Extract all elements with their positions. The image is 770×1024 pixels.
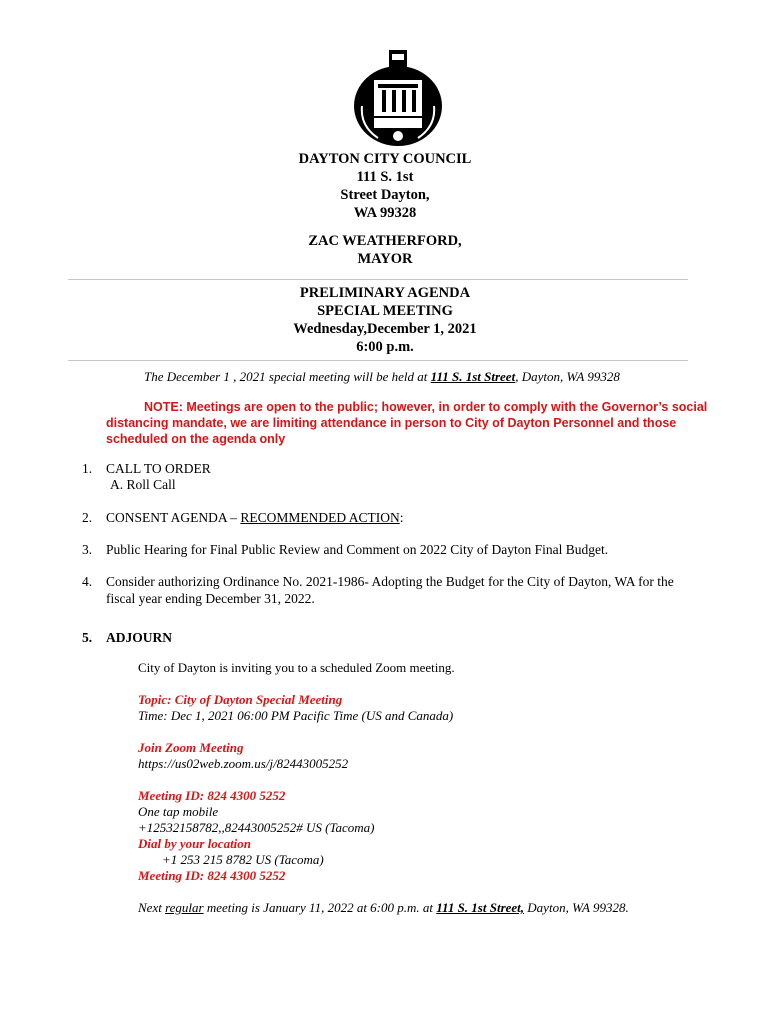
item-2-action: RECOMMENDED ACTION (240, 510, 400, 525)
zoom-join-url[interactable]: https://us02web.zoom.us/j/82443005252 (138, 756, 349, 771)
council-header (0, 150, 770, 222)
item-4-number: 4. (82, 574, 93, 589)
item-5-text: ADJOURN (106, 630, 172, 645)
zoom-topic: Topic: City of Dayton Special Meeting (138, 692, 343, 707)
item-2-suffix: : (399, 510, 404, 525)
address-line-2: Street Dayton, (340, 187, 430, 203)
zoom-invite: City of Dayton is inviting you to a scheduled Zoom meeting. (138, 660, 455, 675)
city-seal-logo (352, 46, 444, 148)
agenda-title-time: 6:00 p.m. (356, 339, 414, 355)
attendance-notice: NOTE: Meetings are open to the public; however, in order to comply with the Governor’s social distancing mandate, we are limiting attendance in person to City of Dayton Personnel and those scheduled on the agenda only (106, 400, 708, 446)
location-note-prefix: The December 1 , 2021 special meeting will be held at (144, 369, 431, 384)
zoom-meeting-id-repeat: Meeting ID: 824 4300 5252 (138, 868, 286, 883)
mayor-block (0, 232, 770, 268)
location-note-address: 111 S. 1st Street (430, 369, 516, 384)
location-note (144, 369, 620, 385)
agenda-title-date: Wednesday,December 1, 2021 (293, 321, 477, 337)
item-5-number: 5. (82, 630, 93, 645)
item-2-number: 2. (82, 510, 93, 525)
item-1-sub: A. Roll Call (110, 477, 176, 492)
next-meeting-middle: meeting is January 11, 2022 at 6:00 p.m. at (203, 900, 437, 915)
item-3-number: 3. (82, 542, 93, 557)
mayor-title: MAYOR (357, 251, 413, 267)
address-line-1: 111 S. 1st (356, 169, 414, 185)
item-3-text: Public Hearing for Final Public Review and Comment on 2022 City of Dayton Final Budget. (106, 542, 609, 557)
agenda-title-line-1: PRELIMINARY AGENDA (299, 285, 471, 301)
next-meeting-prefix: Next (138, 900, 166, 915)
location-note-suffix: , Dayton, WA 99328 (515, 369, 620, 384)
next-meeting (138, 900, 629, 916)
item-4-line-2: fiscal year ending December 31, 2022. (106, 591, 315, 606)
zoom-time: Time: Dec 1, 2021 06:00 PM Pacific Time (US and Canada) (138, 708, 454, 723)
agenda-title (0, 284, 770, 356)
agenda-title-line-2: SPECIAL MEETING (317, 303, 453, 319)
zoom-tap-number: +12532158782,,82443005252# US (Tacoma) (138, 820, 375, 835)
zoom-join-label: Join Zoom Meeting (138, 740, 244, 755)
zoom-one-tap-label: One tap mobile (138, 804, 219, 819)
item-2-text (106, 509, 404, 526)
zoom-meeting-id: Meeting ID: 824 4300 5252 (138, 788, 286, 803)
item-4-line-1: Consider authorizing Ordinance No. 2021-1986- Adopting the Budget for the City of Dayton, WA for the (106, 574, 674, 589)
address-line-3: WA 99328 (353, 205, 417, 221)
next-meeting-regular: regular (165, 900, 204, 915)
mayor-name: ZAC WEATHERFORD, (308, 233, 462, 249)
zoom-dial-number: +1 253 215 8782 US (Tacoma) (162, 852, 324, 867)
council-name: DAYTON CITY COUNCIL (298, 151, 472, 167)
item-2-prefix: CONSENT AGENDA – (106, 510, 241, 525)
divider-bottom (68, 360, 688, 361)
item-1-text: CALL TO ORDER (106, 461, 211, 476)
item-1-number: 1. (82, 461, 93, 476)
next-meeting-address: 111 S. 1st Street, (436, 900, 525, 915)
next-meeting-suffix: Dayton, WA 99328. (524, 900, 629, 915)
divider-top (68, 279, 688, 280)
zoom-dial-label: Dial by your location (138, 836, 252, 851)
